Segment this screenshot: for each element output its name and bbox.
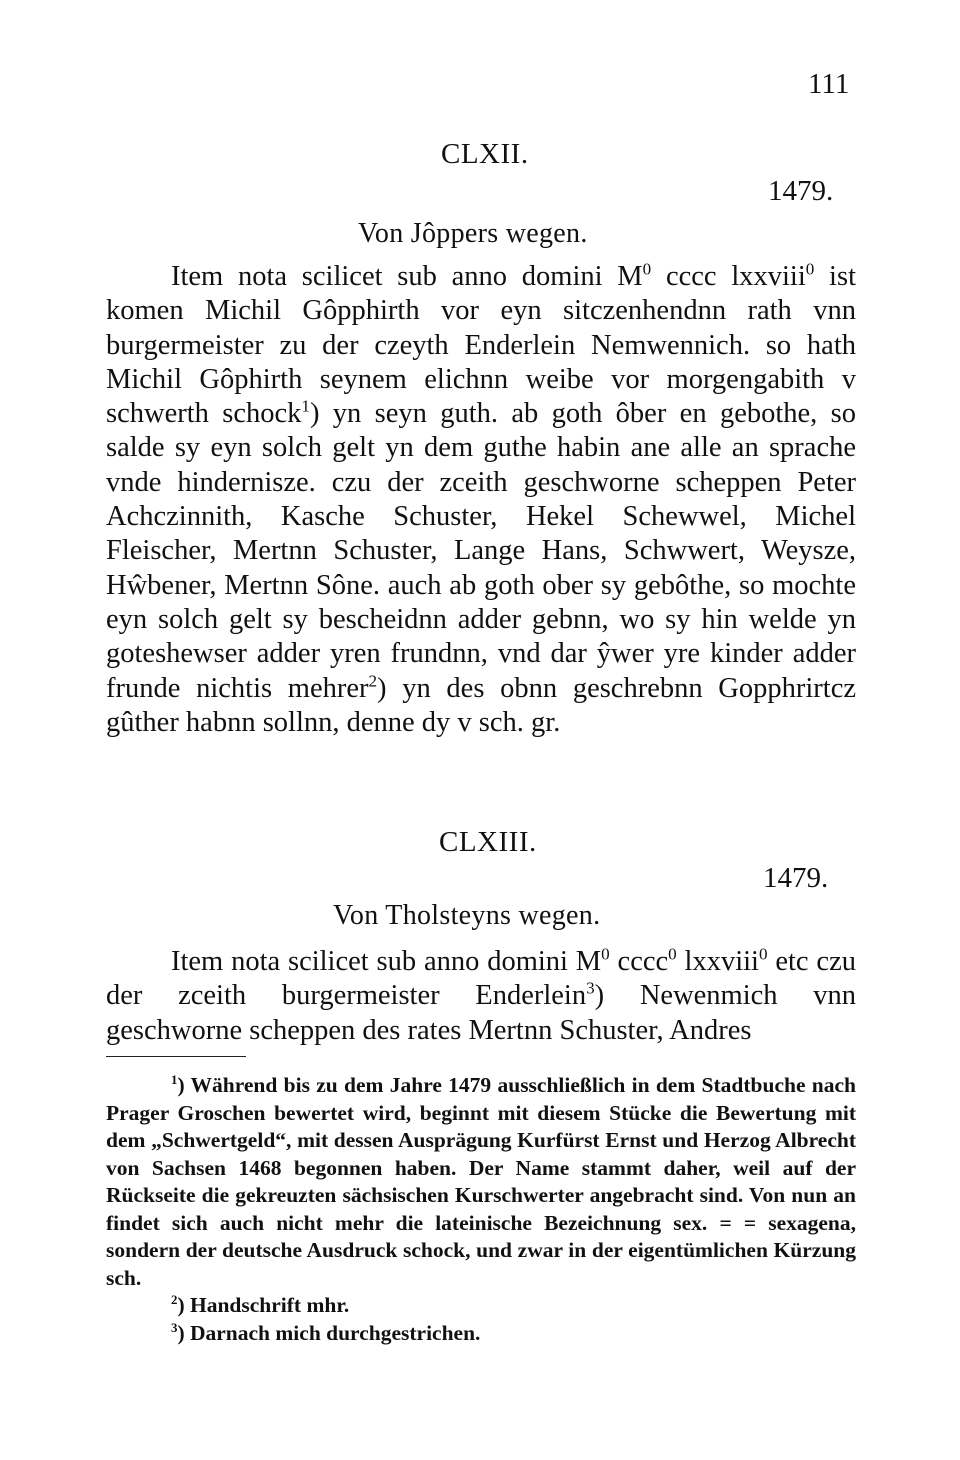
footnote [106,1292,856,1320]
footnote-text: ) Während bis zu dem Jahre 1479 ausschließlich in dem Stadtbuche nach Prager Groschen bewertet wird, beginnt mit diesem Stücke die Bewertung mit dem „Schwertgeld“, mit dessen Ausprägung Kurfürst Ernst und Herzog Albrecht von Sachsen 1468 begonnen haben. Der Name stammt daher, weil auf der Rückseite die gekreuzten sächsischen Kurschwerter angebracht sind. Von nun an findet sich auch nicht mehr die lateinische Bezeichnung sex. = = sexagena, sondern der deutsche Ausdruck schock, und zwar in der eigentümlichen Kürzung sch. [106,1073,856,1290]
page-number: 111 [808,68,850,100]
section-year-clxii: 1479. [768,175,834,207]
footnote-marker: 3 [171,1320,178,1335]
footnote-text: ) Darnach mich durchgestrichen. [177,1320,481,1345]
section-year-clxiii: 1479. [763,862,829,894]
footnotes [106,1072,856,1347]
footnote-text: ) Handschrift mhr. [177,1293,350,1317]
section-text-clxiii [106,945,856,1048]
footnote [106,1072,856,1292]
section-number-clxii: CLXII. [441,138,529,170]
paragraph: Item nota scilicet sub anno domini $M^0$ cccc lxxviii$^0$ ist komen Michil Gôpphirth vor eyn sitczenhendnn rath vnn burgermeister zu der czeyth Enderlein Nemwennich. so hath Michil Gôphirth seynem elichnn weibe vor morgengabith v schwerth schock$^1$) yn seyn guth. ab goth ôber en gebothe, so salde sy eyn solch gelt yn dem guthe habin ane alle an sprache vnde hindernisze. czu der zceith geschworne scheppen Peter Achczinnith, Kasche Schuster, Hekel Schewwel, Michel Fleischer, Mertnn Schuster, Lange Hans, Schwwert, Weysze, Hŵbener, Mertnn Sône. auch ab goth ober sy gebôthe, so mochte eyn solch gelt sy bescheidnn adder gebnn, wo sy hin welde yn goteshewser adder yren frundnn, vnd dar ŷwer yre kinder adder frunde nichtis mehrer$^2$) yn des obnn geschrebnn Gopphrirtcz gûther habnn sollnn, denne dy v sch. gr. [106,259,856,738]
footnote [106,1320,856,1348]
footnote-separator [106,1056,246,1057]
paragraph: Item nota scilicet sub anno domini $M^0$ cccc$^0$ lxxviii$^0$ etc czu der zceith burgermeister Enderlein$^3$) Newenmich vnn geschworne scheppen des rates Mertnn Schuster, Andres [106,944,856,1046]
section-text-clxii [106,260,856,740]
section-heading-clxiii: Von Tholsteyns wegen. [333,900,601,931]
section-heading-clxii: Von Jôppers wegen. [358,218,588,249]
footnote-marker: 2 [171,1292,178,1307]
section-number-clxiii: CLXIII. [439,826,537,858]
footnote-marker: 1 [171,1072,178,1087]
